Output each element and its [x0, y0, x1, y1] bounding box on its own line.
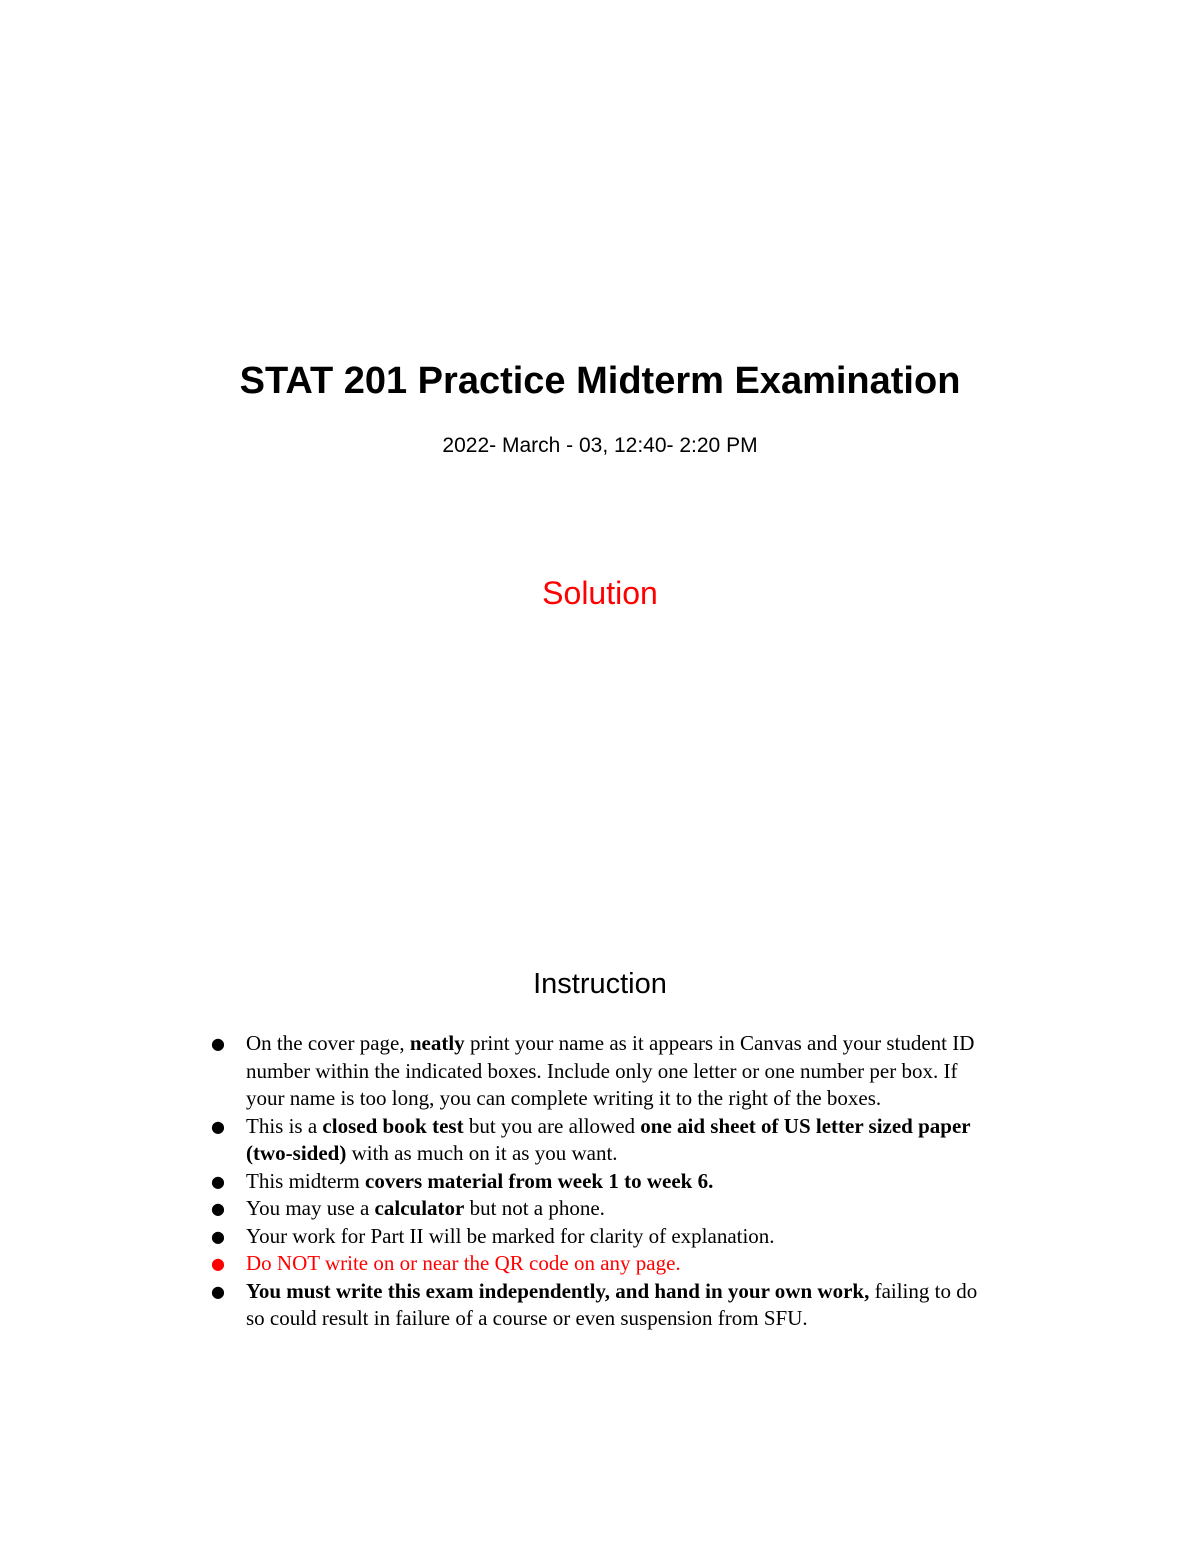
instruction-item: ● Your work for Part II will be marked for clarity of explanation.: [211, 1223, 1001, 1251]
instruction-item: ● This is a closed book test but you are allowed one aid sheet of US letter sized paper (two-sided) with as much on it as you want.: [211, 1113, 971, 1165]
instructions-list: [211, 1030, 1001, 1333]
instruction-item-warning: ● Do NOT write on or near the QR code on any page.: [211, 1250, 1001, 1278]
document-title: STAT 201 Practice Midterm Examination: [239, 360, 961, 402]
bullet-icon: ●: [211, 1034, 225, 1053]
instruction-item: ● On the cover page, neatly print your name as it appears in Canvas and your student ID number within the indicated boxes. Include only one letter or one number per box. If your name is too long, you can complete writing it to the right of the boxes.: [211, 1031, 975, 1110]
instructions-heading: Instruction: [533, 968, 667, 1000]
bullet-icon: ●: [211, 1116, 225, 1136]
bullet-icon: ●: [211, 1199, 225, 1218]
bullet-icon: ●: [211, 1171, 225, 1191]
exam-date-time: 2022- March - 03, 12:40- 2:20 PM: [442, 434, 758, 457]
instruction-item: ● You must write this exam independently, and hand in your own work, failing to do so could result in failure of a course or even suspension from SFU.: [211, 1278, 978, 1330]
bullet-icon: ●: [211, 1226, 225, 1246]
solution-label: Solution: [542, 575, 658, 611]
bullet-icon: ●: [211, 1254, 225, 1273]
instruction-item: ● You may use a calculator but not a phone.: [211, 1195, 1001, 1223]
bullet-icon: ●: [211, 1281, 225, 1301]
instruction-item: ● This midterm covers material from week 1 to week 6.: [211, 1168, 1001, 1196]
